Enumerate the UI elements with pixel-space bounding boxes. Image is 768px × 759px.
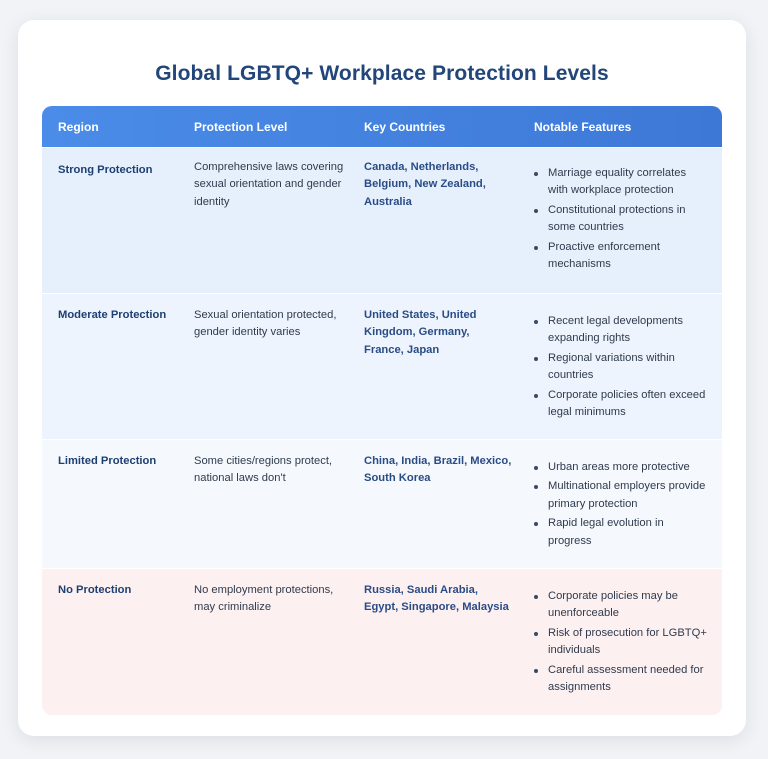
list-item: Regional variations within countries <box>534 350 709 385</box>
list-item: Constitutional protections in some countries <box>534 202 709 237</box>
bullet-icon <box>534 394 538 398</box>
protection-level-cell: Comprehensive laws covering sexual orientation and gender identity <box>194 161 344 208</box>
region-cell: No Protection <box>58 584 132 596</box>
protection-level-cell: Some cities/regions protect, national laws don't <box>194 455 333 485</box>
key-countries-cell: China, India, Brazil, Mexico, South Korea <box>364 455 512 485</box>
bullet-icon <box>534 357 538 361</box>
header-protection-level: Protection Level <box>194 120 288 134</box>
features-list <box>534 165 709 273</box>
region-cell: Limited Protection <box>58 455 157 467</box>
table-row-strong-protection <box>42 147 722 293</box>
notable-features-cell <box>534 459 709 552</box>
bullet-icon <box>534 172 538 176</box>
key-countries-cell: Canada, Netherlands, Belgium, New Zealand, Australia <box>364 161 486 208</box>
key-countries-cell: Russia, Saudi Arabia, Egypt, Singapore, Malaysia <box>364 584 509 614</box>
bullet-icon <box>534 522 538 526</box>
features-list <box>534 313 709 421</box>
bullet-icon <box>534 320 538 324</box>
list-item: Corporate policies may be unenforceable <box>534 588 709 623</box>
list-item: Corporate policies often exceed legal minimums <box>534 387 709 422</box>
table-row-no-protection <box>42 568 722 715</box>
region-cell: Strong Protection <box>58 164 153 176</box>
table-header <box>42 106 722 147</box>
notable-features-cell <box>534 313 709 423</box>
table-row-limited-protection <box>42 439 722 568</box>
notable-features-cell <box>534 588 709 698</box>
list-item: Proactive enforcement mechanisms <box>534 239 709 274</box>
bullet-icon <box>534 595 538 599</box>
content-card <box>18 20 746 736</box>
bullet-icon <box>534 246 538 250</box>
features-list <box>534 459 709 550</box>
features-list <box>534 588 709 696</box>
header-notable-features: Notable Features <box>534 120 632 134</box>
list-item: Marriage equality correlates with workplace protection <box>534 165 709 200</box>
header-region: Region <box>58 120 99 134</box>
bullet-icon <box>534 669 538 673</box>
protection-level-cell: Sexual orientation protected, gender identity varies <box>194 309 337 339</box>
region-cell: Moderate Protection <box>58 309 167 321</box>
table-row-moderate-protection <box>42 293 722 439</box>
protection-table <box>42 106 722 715</box>
list-item: Urban areas more protective <box>534 459 709 476</box>
key-countries-cell: United States, United Kingdom, Germany, France, Japan <box>364 309 477 356</box>
list-item: Multinational employers provide primary protection <box>534 478 709 513</box>
bullet-icon <box>534 632 538 636</box>
list-item: Careful assessment needed for assignments <box>534 662 709 697</box>
bullet-icon <box>534 466 538 470</box>
bullet-icon <box>534 209 538 213</box>
list-item: Recent legal developments expanding rights <box>534 313 709 348</box>
protection-level-cell: No employment protections, may criminalize <box>194 584 334 614</box>
page-title: Global LGBTQ+ Workplace Protection Levels <box>155 62 609 85</box>
header-key-countries: Key Countries <box>364 120 446 134</box>
notable-features-cell <box>534 165 709 275</box>
bullet-icon <box>534 485 538 489</box>
list-item: Risk of prosecution for LGBTQ+ individuals <box>534 625 709 660</box>
list-item: Rapid legal evolution in progress <box>534 515 709 550</box>
